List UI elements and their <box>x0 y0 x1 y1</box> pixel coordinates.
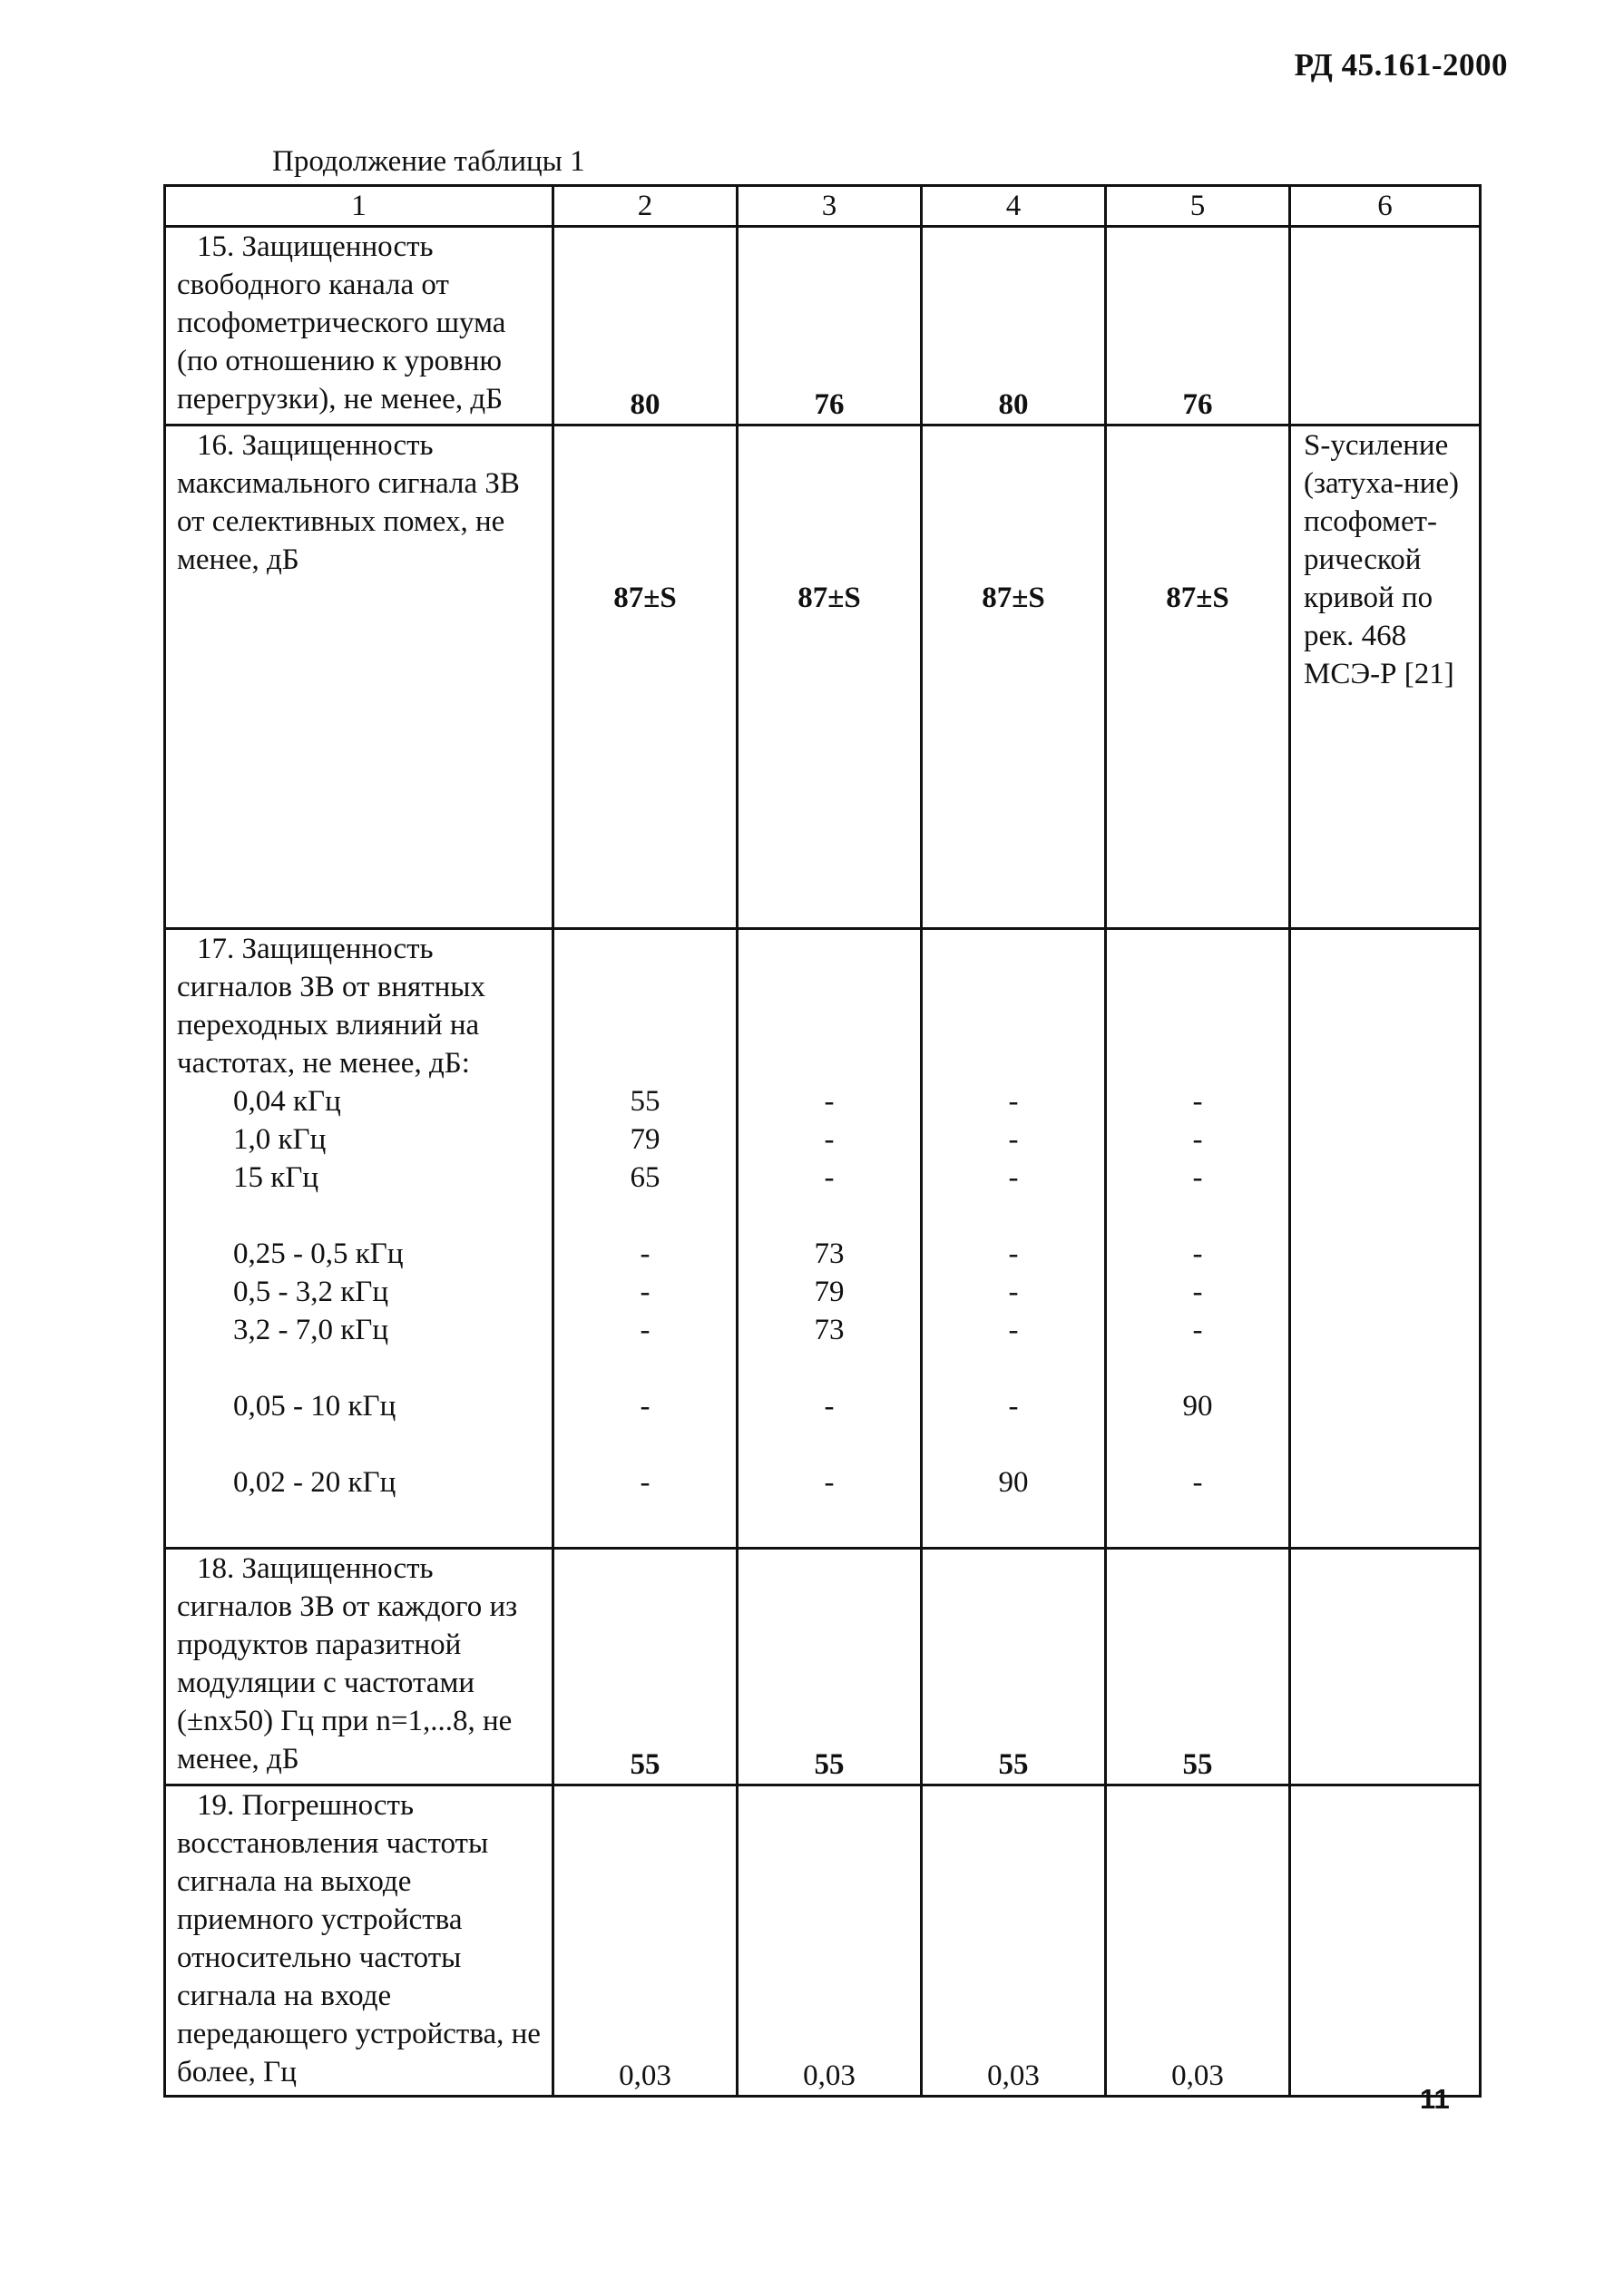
row-17-col-3: - - - 73 79 73 - - <box>738 929 922 1549</box>
row-16-value-3: 87±S <box>738 425 922 929</box>
row-17-description: 17. Защищенность сигналов ЗВ от внятных переходных влияний на частотах, не менее, дБ: 0,04 кГц 1,0 кГц 15 кГц 0,25 - 0,5 кГц 0,5 - 3,2 кГц 3,2 - 7,0 кГц 0,05 - 10 кГц 0,02 - 20 кГц <box>165 929 553 1549</box>
row-16-description: 16. Защищенность максимального сигнала ЗВ от селективных помех, не менее, дБ <box>165 425 553 929</box>
freq-label: 0,02 - 20 кГц <box>233 1466 396 1499</box>
data-table <box>163 184 1482 2098</box>
row-19-note <box>1290 1785 1481 2097</box>
col-header-2: 2 <box>553 186 738 227</box>
page-number: 11 <box>1420 2083 1450 2115</box>
freq-label: 0,04 кГц <box>233 1085 341 1118</box>
col-header-5: 5 <box>1106 186 1290 227</box>
row-19-value-3: 0,03 <box>738 1785 922 2097</box>
row-18-value-5: 55 <box>1106 1549 1290 1785</box>
freq-label: 15 кГц <box>233 1161 319 1194</box>
document-code: РД 45.161-2000 <box>1294 47 1508 83</box>
table-row <box>165 1549 1481 1785</box>
row-16-value-4: 87±S <box>922 425 1106 929</box>
col-header-6: 6 <box>1290 186 1481 227</box>
row-15-note <box>1290 227 1481 425</box>
table-row <box>165 929 1481 1549</box>
row-18-description: 18. Защищенность сигналов ЗВ от каждого из продуктов паразитной модуляции с частотами (±nх50) Гц при n=1,...8, не менее, дБ <box>165 1549 553 1785</box>
row-16-value-5: 87±S <box>1106 425 1290 929</box>
row-15-value-2: 80 <box>553 227 738 425</box>
freq-label: 3,2 - 7,0 кГц <box>233 1314 389 1346</box>
header-row <box>165 186 1481 227</box>
row-15-value-3: 76 <box>738 227 922 425</box>
freq-label: 1,0 кГц <box>233 1123 327 1156</box>
row-18-value-3: 55 <box>738 1549 922 1785</box>
row-18-note <box>1290 1549 1481 1785</box>
freq-label: 0,5 - 3,2 кГц <box>233 1276 389 1308</box>
row-17-col-4: - - - - - - - 90 <box>922 929 1106 1549</box>
row-19-value-5: 0,03 <box>1106 1785 1290 2097</box>
row-18-value-4: 55 <box>922 1549 1106 1785</box>
table-caption: Продолжение таблицы 1 <box>272 145 585 178</box>
col-header-4: 4 <box>922 186 1106 227</box>
row-17-col-5: - - - - - - 90 - <box>1106 929 1290 1549</box>
row-15-value-4: 80 <box>922 227 1106 425</box>
row-19-value-4: 0,03 <box>922 1785 1106 2097</box>
row-18-value-2: 55 <box>553 1549 738 1785</box>
freq-label: 0,25 - 0,5 кГц <box>233 1237 404 1270</box>
row-16-value-2: 87±S <box>553 425 738 929</box>
table-row <box>165 227 1481 425</box>
row-15-value-5: 76 <box>1106 227 1290 425</box>
table-row <box>165 1785 1481 2097</box>
col-header-3: 3 <box>738 186 922 227</box>
freq-label: 0,05 - 10 кГц <box>233 1390 396 1423</box>
row-15-description: 15. Защищенность свободного канала от псофометрического шума (по отношению к уровню перегрузки), не менее, дБ <box>165 227 553 425</box>
row-17-note <box>1290 929 1481 1549</box>
table-row <box>165 425 1481 929</box>
row-19-value-2: 0,03 <box>553 1785 738 2097</box>
row-17-col-2: 55 79 65 - - - - - <box>553 929 738 1549</box>
row-16-note: S-усиление (затуха-ние) псофомет-рической кривой по рек. 468 МСЭ-Р [21] <box>1290 425 1481 929</box>
col-header-1: 1 <box>165 186 553 227</box>
row-19-description: 19. Погрешность восстановления частоты сигнала на выходе приемного устройства относительно частоты сигнала на входе передающего устройства, не более, Гц <box>165 1785 553 2097</box>
